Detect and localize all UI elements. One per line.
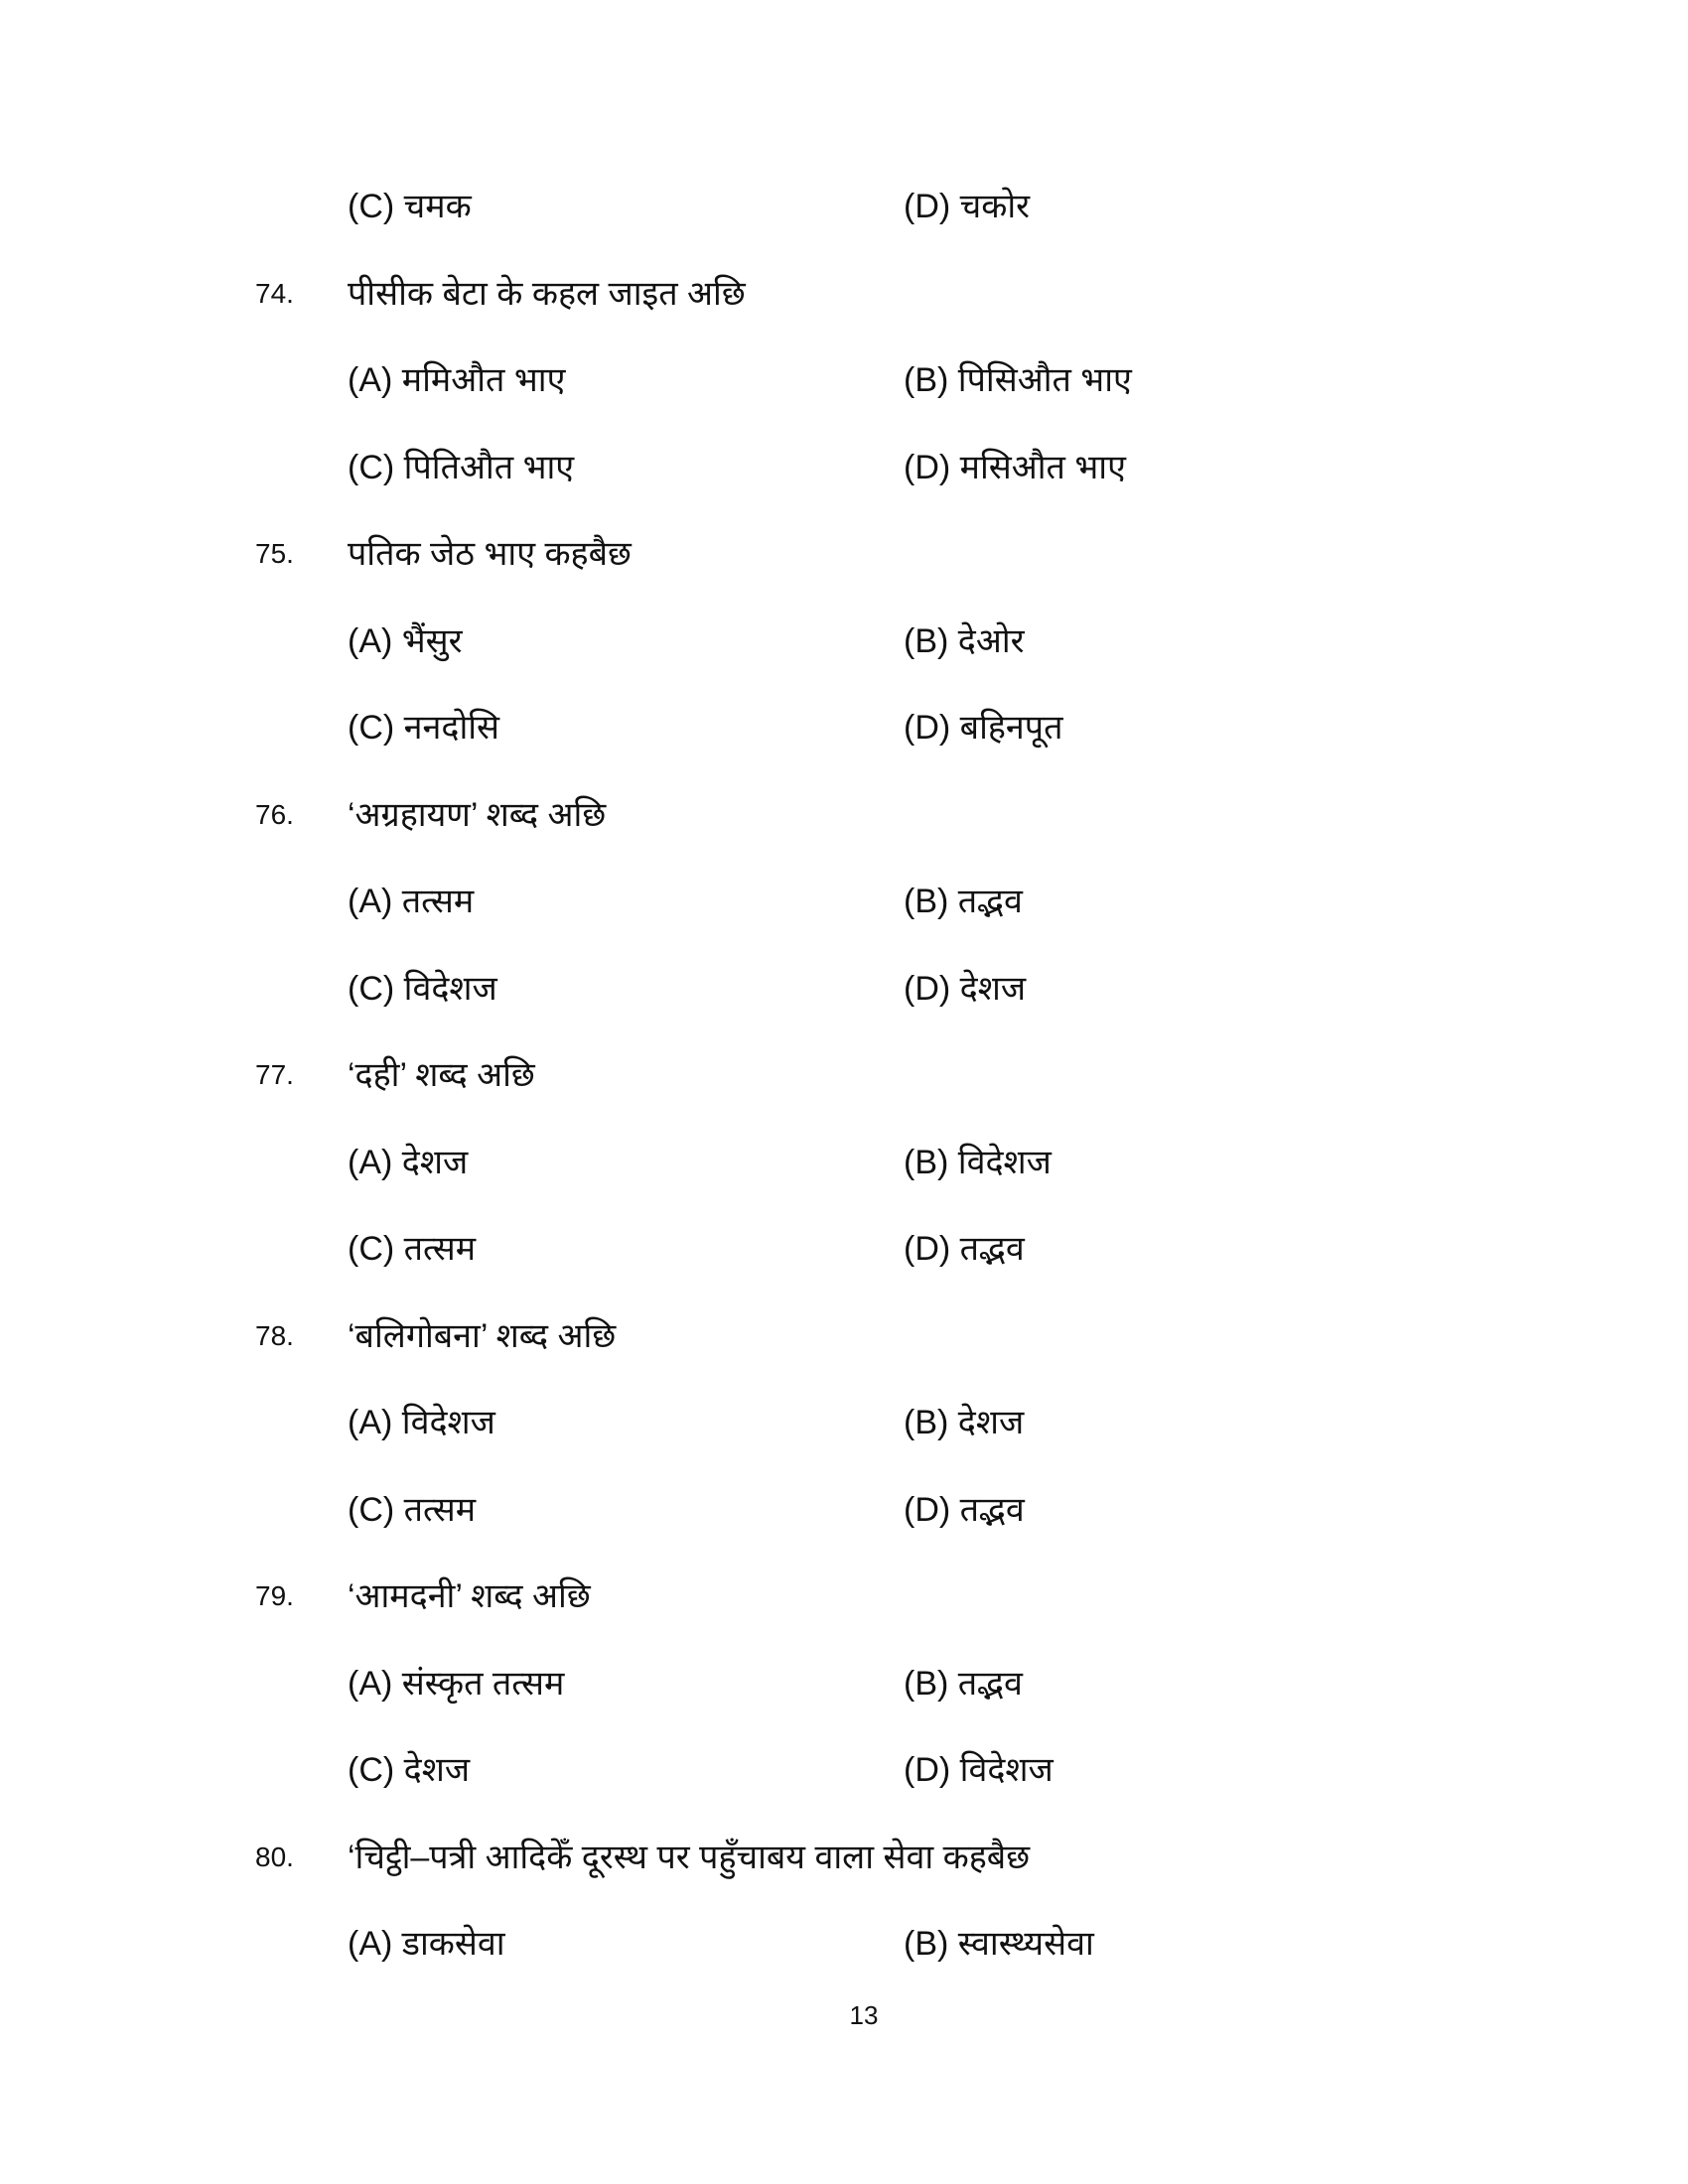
option-label: (D) [904, 969, 951, 1008]
question-number: 77. [255, 1059, 294, 1090]
option-text: चकोर [959, 188, 1031, 225]
option-label: (C) [348, 1490, 395, 1529]
option-text: तत्सम [403, 1230, 477, 1268]
option-label: (C) [348, 969, 395, 1008]
question-text: ‘आमदनी’ शब्द अछि [348, 1577, 591, 1615]
option-label: (A) [348, 1143, 393, 1181]
option-text: तत्सम [401, 883, 475, 920]
option-b [904, 1659, 1023, 1708]
question-text: पतिक जेठ भाए कहबैछ [348, 535, 632, 573]
options-row [0, 616, 1688, 666]
question-number: 76. [255, 798, 294, 830]
option-d [904, 443, 1126, 492]
option-label: (B) [904, 1664, 949, 1703]
option-label: (D) [904, 709, 951, 747]
option-text: तत्सम [403, 1490, 477, 1529]
option-b [904, 1919, 1094, 1969]
question-76 [0, 790, 1688, 840]
option-text: पिसिऔत भाए [957, 361, 1132, 399]
option-text: पितिऔत भाए [403, 448, 575, 486]
option-label: (A) [348, 361, 393, 399]
option-text: चमक [403, 188, 472, 225]
option-label: (D) [904, 1490, 951, 1529]
option-d [904, 182, 1030, 231]
option-b [904, 616, 1025, 666]
option-text: तद्भव [957, 883, 1023, 920]
option-c [348, 1485, 476, 1535]
question-text: पीसीक बेटा के कहल जाइत अछि [348, 274, 746, 313]
option-text: मसिऔत भाए [959, 448, 1126, 486]
option-c [348, 964, 497, 1014]
option-label: (A) [348, 883, 393, 920]
option-c [348, 1224, 476, 1274]
option-d [904, 1485, 1025, 1535]
option-label: (B) [904, 1404, 949, 1441]
option-a [348, 1659, 564, 1708]
question-number: 80. [255, 1841, 294, 1872]
option-text: देशज [959, 969, 1027, 1008]
options-row [0, 355, 1688, 405]
option-text: देशज [403, 1751, 471, 1789]
option-text: भैंसुर [401, 621, 463, 660]
option-c [348, 703, 499, 752]
option-text: विदेशज [959, 1751, 1054, 1789]
question-78 [0, 1311, 1688, 1361]
option-label: (C) [348, 448, 395, 486]
option-label: (A) [348, 621, 393, 660]
options-row [0, 1398, 1688, 1447]
options-row [0, 1659, 1688, 1708]
question-number: 75. [255, 538, 294, 569]
option-label: (D) [904, 448, 951, 486]
page-number: 13 [849, 2000, 879, 2030]
option-label: (D) [904, 1751, 951, 1789]
option-label: (B) [904, 361, 949, 399]
options-row [0, 1138, 1688, 1187]
option-text: विदेशज [403, 969, 497, 1008]
question-77 [0, 1050, 1688, 1100]
question-79 [0, 1571, 1688, 1621]
option-d [904, 964, 1026, 1014]
option-text: देशज [957, 1404, 1025, 1441]
option-d [904, 1224, 1025, 1274]
options-row [0, 964, 1688, 1014]
option-a [348, 1398, 495, 1447]
option-text: ननदोसि [403, 709, 500, 747]
option-d [904, 703, 1063, 752]
options-row [0, 877, 1688, 926]
options-row [0, 703, 1688, 752]
question-80 [0, 1833, 1688, 1882]
question-74 [0, 269, 1688, 319]
options-row [0, 182, 1688, 231]
option-label: (C) [348, 188, 395, 225]
option-b [904, 355, 1132, 405]
option-a [348, 616, 463, 666]
option-text: संस्कृत तत्सम [401, 1664, 565, 1703]
option-label: (C) [348, 1751, 395, 1789]
option-label: (B) [904, 1143, 949, 1181]
question-75 [0, 529, 1688, 579]
option-d [904, 1745, 1054, 1795]
question-text: ‘बलिगोबना’ शब्द अछि [348, 1316, 617, 1355]
option-c [348, 1745, 470, 1795]
options-row [0, 1485, 1688, 1535]
option-b [904, 1398, 1024, 1447]
option-text: तद्भव [959, 1490, 1025, 1529]
option-label: (A) [348, 1664, 393, 1703]
options-row [0, 1919, 1688, 1969]
option-text: विदेशज [957, 1143, 1052, 1181]
option-c [348, 182, 472, 231]
question-number: 74. [255, 277, 294, 309]
question-text: ‘चिट्ठी–पत्री आदिकेँ दूरस्थ पर पहुँचाबय वाला सेवा कहबैछ [348, 1838, 1031, 1876]
option-a [348, 355, 565, 405]
option-label: (D) [904, 1230, 951, 1268]
option-text: तद्भव [959, 1230, 1025, 1268]
option-a [348, 877, 474, 926]
option-label: (B) [904, 883, 949, 920]
option-text: देओर [957, 621, 1025, 660]
options-row [0, 443, 1688, 492]
option-label: (C) [348, 1230, 395, 1268]
option-label: (B) [904, 1925, 949, 1963]
option-text: स्वास्थ्यसेवा [957, 1925, 1094, 1963]
option-text: डाकसेवा [401, 1925, 505, 1963]
option-a [348, 1919, 505, 1969]
option-b [904, 877, 1023, 926]
question-number: 78. [255, 1319, 294, 1351]
option-label: (B) [904, 621, 949, 660]
options-row [0, 1224, 1688, 1274]
option-text: तद्भव [957, 1664, 1023, 1703]
option-text: देशज [401, 1143, 469, 1181]
option-a [348, 1138, 468, 1187]
option-label: (C) [348, 709, 395, 747]
option-text: विदेशज [401, 1404, 495, 1441]
option-b [904, 1138, 1052, 1187]
question-number: 79. [255, 1580, 294, 1611]
option-label: (D) [904, 188, 951, 225]
option-c [348, 443, 574, 492]
option-label: (A) [348, 1925, 393, 1963]
options-row [0, 1745, 1688, 1795]
option-text: ममिऔत भाए [401, 361, 566, 399]
option-text: बहिनपूत [959, 709, 1063, 747]
question-text: ‘दही’ शब्द अछि [348, 1056, 535, 1094]
option-label: (A) [348, 1404, 393, 1441]
question-text: ‘अग्रहायण’ शब्द अछि [348, 795, 607, 834]
